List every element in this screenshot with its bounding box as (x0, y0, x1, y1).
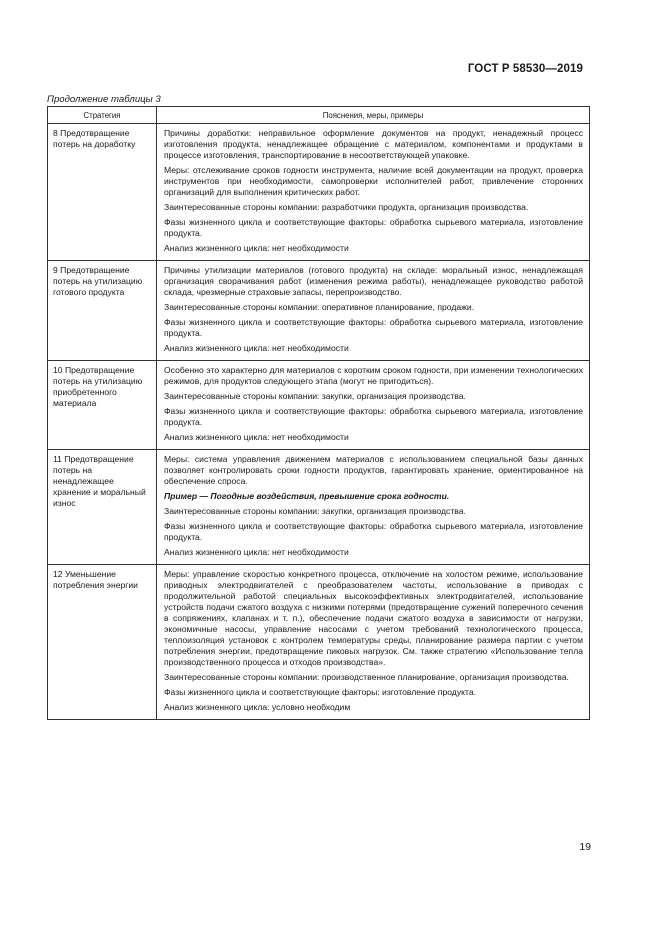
paragraph: Фазы жизненного цикла и соответствующие факторы: обработка сырьевого материала, изготовление продукта. (164, 217, 583, 238)
paragraph: Причины доработки: неправильное оформление документов на продукт, ненадежный процесс изготовления продукта, ненадлежащее обращение с материалом, компонентами и продуктами в процессе изготовления, транспортирование в несоответствующей упаковке. (164, 128, 583, 160)
paragraph: Анализ жизненного цикла: нет необходимости (164, 243, 349, 253)
paragraph: Меры: управление скоростью конкретного процесса, отключение на холостом режиме, использование приводных электродвигателей с преобразователем частоты, использование в приводах с продолжительной работой специальных высокоэффективных электродвигателей, использование устройств подачи сжатого воздуха с низкими потерями (предотвращение сужений поперечного сечения в сопряжениях, клапанах и т. п.), обеспечение подачи сжатого воздуха в зависимости от нагрузки, экономичные насосы, управление насосами с учетом требований технологического процесса, теплоизоляция установок с контролем температуры среды, планирование размера партии с учетом потребления энергии, предотвращение пиковых нагрузок. См. также стратегию «Использование тепла производственного процесса и отходов производства». (164, 569, 583, 667)
paragraph: Заинтересованные стороны компании: закупки, организация производства. (164, 391, 466, 401)
strategy-cell: 9 Предотвращение потерь на утилизацию готового продукта (48, 261, 157, 361)
paragraph: Фазы жизненного цикла и соответствующие факторы: изготовление продукта. (164, 687, 476, 697)
table-row (48, 361, 590, 450)
paragraph: Меры: система управления движением материалов с использованием специальной базы данных позволяет контролировать сроки годности продуктов, гарантировать хранение, ориентированное на обеспечение спроса. (164, 454, 583, 486)
paragraph: Особенно это характерно для материалов с коротким сроком годности, при изменении технологических режимов, для продуктов следующего этапа (могут не пригодиться). (164, 365, 583, 386)
paragraph: Анализ жизненного цикла: нет необходимости (164, 343, 349, 353)
table-caption: Продолжение таблицы 3 (47, 94, 161, 105)
paragraph: Меры: отслеживание сроков годности инструмента, наличие всей документации на продукт, проверка инструментов при необходимости, самопроверки исполнителей работ, привлечение сторонних организаций для выполнения критических работ. (164, 165, 583, 197)
paragraph: Фазы жизненного цикла и соответствующие факторы: обработка сырьевого материала, изготовление продукта. (164, 317, 583, 338)
paragraph: Заинтересованные стороны компании: разработчики продукта, организация производства. (164, 202, 529, 212)
paragraph: Анализ жизненного цикла: нет необходимости (164, 547, 349, 557)
paragraph: Анализ жизненного цикла: нет необходимости (164, 432, 349, 442)
explanation-cell (157, 124, 590, 261)
paragraph: Анализ жизненного цикла: условно необходим (164, 702, 351, 712)
table-row (48, 450, 590, 565)
example-note: Пример — Погодные воздействия, превышение срока годности. (164, 491, 450, 501)
document-code: ГОСТ Р 58530—2019 (467, 63, 583, 75)
explanation-cell (157, 361, 590, 450)
paragraph: Заинтересованные стороны компании: оперативное планирование, продажи. (164, 302, 475, 312)
table-header-row (48, 107, 590, 124)
paragraph: Фазы жизненного цикла и соответствующие факторы: обработка сырьевого материала, изготовление продукта. (164, 406, 583, 427)
page-number: 19 (579, 841, 591, 853)
explanation-cell (157, 450, 590, 565)
paragraph: Фазы жизненного цикла и соответствующие факторы: обработка сырьевого материала, изготовление продукта. (164, 521, 583, 542)
table-row (48, 565, 590, 720)
strategy-table (47, 106, 590, 720)
column-header-strategy: Стратегия (48, 107, 157, 124)
strategy-cell: 10 Предотвращение потерь на утилизацию приобретенного материала (48, 361, 157, 450)
table-row (48, 124, 590, 261)
explanation-cell (157, 261, 590, 361)
paragraph: Заинтересованные стороны компании: производственное планирование, организация производства. (164, 672, 569, 682)
paragraph: Заинтересованные стороны компании: закупки, организация производства. (164, 506, 466, 516)
table-row (48, 261, 590, 361)
explanation-cell (157, 565, 590, 720)
column-header-explanations: Пояснения, меры, примеры (157, 107, 590, 124)
strategy-cell: 8 Предотвращение потерь на доработку (48, 124, 157, 261)
strategy-cell: 12 Уменьшение потребления энергии (48, 565, 157, 720)
paragraph: Причины утилизации материалов (готового продукта) на складе: моральный износ, ненадлежащая организация сворачивания работ (изменения режима работы), ненадлежащее руководство работой склада, чрезмерные страховые запасы, перепроизводство. (164, 265, 583, 297)
strategy-cell: 11 Предотвращение потерь на ненадлежащее хранение и моральный износ (48, 450, 157, 565)
